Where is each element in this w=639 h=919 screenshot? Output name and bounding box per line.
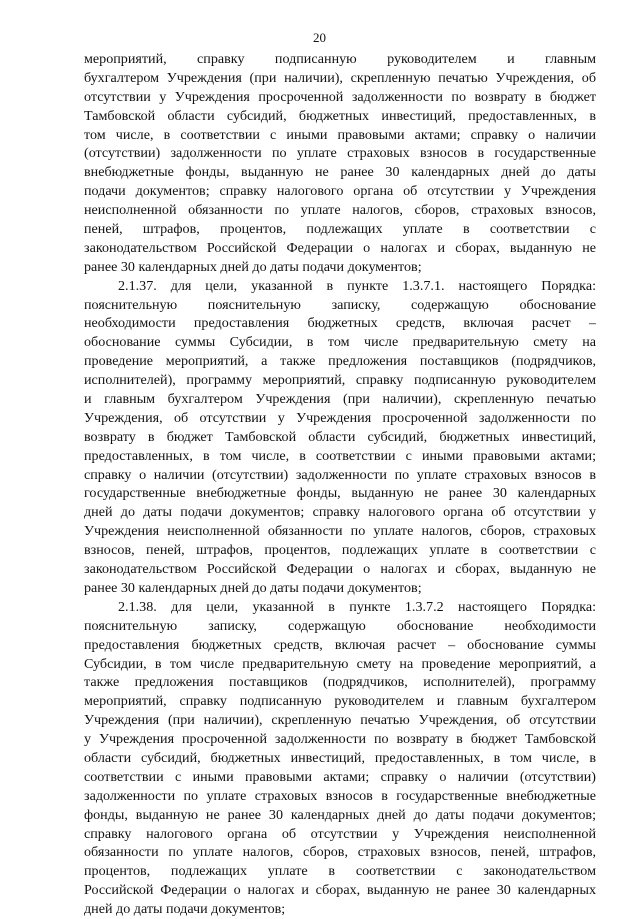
- text-line: предоставленных, в том числе, в соответствии с иными правовыми актами;: [84, 447, 596, 464]
- text-line: фонды, выданную не ранее 30 календарных дней до даты подачи документов;: [84, 806, 596, 823]
- text-line: обоснование суммы Субсидии, в том числе предварительную смету на: [84, 334, 596, 351]
- text-line: Учреждения, об отсутствии у Учреждения просроченной задолженности по: [84, 409, 596, 426]
- text-line: области субсидий, бюджетных инвестиций, предоставленных, в том числе, в: [84, 749, 596, 766]
- text-line: предоставления бюджетных средств, включая расчет – обоснование суммы: [84, 636, 596, 653]
- text-line: процентов, подлежащих уплате в соответствии с законодательством: [84, 863, 596, 880]
- text-line: пояснительную записку, содержащую обоснование необходимости: [84, 617, 596, 634]
- text-line: дней до даты подачи документов; справку налогового органа об отсутствии у: [84, 504, 596, 521]
- text-line: справку налогового органа об отсутствии у Учреждения неисполненной: [84, 825, 596, 842]
- text-line: проведение мероприятий, а также предложения поставщиков (подрядчиков,: [84, 353, 596, 370]
- text-line: обязанности по уплате налогов, сборов, страховых взносов, пеней, штрафов,: [84, 844, 596, 861]
- text-line: бухгалтером Учреждения (при наличии), скрепленную печатью Учреждения, об: [84, 69, 596, 86]
- text-line: том числе, в соответствии с иными правовыми актами; справку о наличии: [84, 126, 596, 143]
- text-line: необходимости предоставления бюджетных средств, включая расчет –: [84, 315, 596, 332]
- text-line: мероприятий, справку подписанную руководителем и главным: [84, 51, 596, 67]
- text-line: отсутствии у Учреждения просроченной задолженности по возврату в бюджет: [84, 88, 596, 105]
- text-line: ранее 30 календарных дней до даты подачи документов;: [84, 579, 422, 596]
- text-line: законодательством Российской Федерации о налогах и сборах, выданную не: [84, 239, 596, 256]
- text-line: Тамбовской области субсидий, бюджетных инвестиций, предоставленных, в: [84, 107, 596, 124]
- text-line: государственные внебюджетные фонды, выданную не ранее 30 календарных: [84, 485, 596, 502]
- text-line: возврату в бюджет Тамбовской области субсидий, бюджетных инвестиций,: [84, 428, 596, 445]
- paragraph-clause-2-1-38: [84, 598, 596, 919]
- text-line: законодательством Российской Федерации о налогах и сборах, выданную не: [84, 561, 596, 578]
- text-line: Субсидии, в том числе предварительную смету на проведение мероприятий, а: [84, 655, 596, 672]
- page-number: 20: [313, 30, 326, 45]
- text-line: неисполненной обязанности по уплате налогов, сборов, страховых взносов,: [84, 202, 596, 219]
- text-line: задолженности по уплате страховых взносов в государственные внебюджетные: [84, 787, 596, 804]
- paragraph-clause-2-1-37: [84, 277, 596, 598]
- text-line: (отсутствии) задолженности по уплате страховых взносов в государственные: [84, 145, 596, 162]
- text-line: также предложения поставщиков (подрядчиков, исполнителей), программу: [84, 674, 596, 691]
- text-line: Российской Федерации о налогах и сборах, выданную не ранее 30 календарных: [84, 882, 596, 899]
- text-line: исполнителей), программу мероприятий, справку подписанную руководителем: [84, 372, 596, 389]
- document-body: [84, 50, 596, 919]
- text-line: 2.1.38. для цели, указанной в пункте 1.3.7.2 настоящего Порядка:: [118, 598, 596, 615]
- text-line: внебюджетные фонды, выданную не ранее 30 календарных дней до даты: [84, 164, 596, 181]
- text-line: пеней, штрафов, процентов, подлежащих уплате в соответствии с: [84, 221, 596, 238]
- text-line: 2.1.37. для цели, указанной в пункте 1.3.7.1. настоящего Порядка:: [118, 277, 596, 294]
- text-line: Учреждения неисполненной обязанности по уплате налогов, сборов, страховых: [84, 523, 596, 540]
- text-line: дней до даты подачи документов;: [84, 901, 286, 918]
- text-line: соответствии с иными правовыми актами; справку о наличии (отсутствии): [84, 768, 596, 785]
- text-line: ранее 30 календарных дней до даты подачи документов;: [84, 258, 422, 275]
- text-line: пояснительную пояснительную записку, содержащую обоснование: [84, 296, 596, 313]
- paragraph-continued: [84, 50, 596, 277]
- text-line: подачи документов; справку налогового органа об отсутствии у Учреждения: [84, 183, 596, 200]
- text-line: и главным бухгалтером Учреждения (при наличии), скрепленную печатью: [84, 391, 596, 408]
- text-line: у Учреждения просроченной задолженности по возврату в бюджет Тамбовской: [84, 731, 596, 748]
- text-line: мероприятий, справку подписанную руководителем и главным бухгалтером: [84, 693, 596, 710]
- text-line: справку о наличии (отсутствии) задолженности по уплате страховых взносов в: [84, 466, 596, 483]
- text-line: взносов, пеней, штрафов, процентов, подлежащих уплате в соответствии с: [84, 542, 596, 559]
- text-line: Учреждения (при наличии), скрепленную печатью Учреждения, об отсутствии: [84, 712, 596, 729]
